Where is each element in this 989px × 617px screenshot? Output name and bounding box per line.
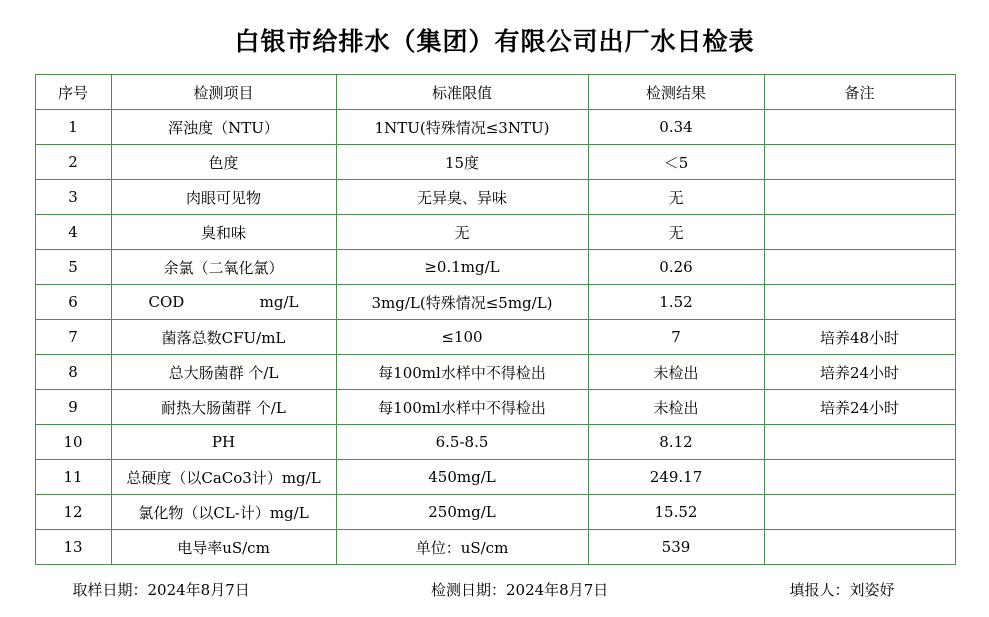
cell-index: 4	[35, 215, 111, 250]
table-header	[35, 75, 955, 110]
cell-limit: ≥0.1mg/L	[336, 250, 588, 285]
cell-result: 未检出	[588, 390, 764, 425]
cell-index: 5	[35, 250, 111, 285]
cell-item: PH	[111, 425, 336, 460]
table-row	[35, 145, 955, 180]
cell-index: 7	[35, 320, 111, 355]
table-row	[35, 530, 955, 565]
table-header-row	[35, 75, 955, 110]
cell-result: 无	[588, 180, 764, 215]
cell-result: 8.12	[588, 425, 764, 460]
header-cell-note: 备注	[764, 75, 955, 110]
cell-note	[764, 460, 955, 495]
cell-limit: 每100ml水样中不得检出	[336, 355, 588, 390]
cell-item: 总硬度（以CaCo3计）mg/L	[111, 460, 336, 495]
report-footer	[35, 565, 955, 600]
cell-item: 色度	[111, 145, 336, 180]
cell-item: 肉眼可见物	[111, 180, 336, 215]
testing-date: 检测日期：2024年8月7日	[430, 581, 609, 599]
cell-note	[764, 180, 955, 215]
cell-index: 12	[35, 495, 111, 530]
cell-item: 氯化物（以CL-计）mg/L	[111, 495, 336, 530]
cell-result: ＜5	[588, 145, 764, 180]
cell-index: 6	[35, 285, 111, 320]
cell-item	[111, 285, 336, 320]
table-row	[35, 250, 955, 285]
table-row	[35, 355, 955, 390]
header-cell-result: 检测结果	[588, 75, 764, 110]
cell-note	[764, 530, 955, 565]
table-row	[35, 425, 955, 460]
cell-note	[764, 215, 955, 250]
cell-note	[764, 145, 955, 180]
cell-limit: 每100ml水样中不得检出	[336, 390, 588, 425]
table-row	[35, 180, 955, 215]
reporter-name: 填报人：刘姿妤	[789, 581, 895, 599]
cell-limit: 3mg/L(特殊情况≤5mg/L)	[336, 285, 588, 320]
cell-index: 2	[35, 145, 111, 180]
cell-item: 总大肠菌群 个/L	[111, 355, 336, 390]
cell-result: 7	[588, 320, 764, 355]
cell-index: 3	[35, 180, 111, 215]
cell-limit: 6.5-8.5	[336, 425, 588, 460]
cell-note	[764, 110, 955, 145]
cell-note	[764, 250, 955, 285]
cell-note: 培养48小时	[764, 320, 955, 355]
cell-item: 余氯（二氧化氯）	[111, 250, 336, 285]
cell-result: 未检出	[588, 355, 764, 390]
table-body	[35, 110, 955, 565]
cell-result: 249.17	[588, 460, 764, 495]
cell-result: 0.26	[588, 250, 764, 285]
cell-limit: 15度	[336, 145, 588, 180]
table-row	[35, 285, 955, 320]
cell-note	[764, 495, 955, 530]
cell-limit: 1NTU(特殊情况≤3NTU)	[336, 110, 588, 145]
cell-index: 10	[35, 425, 111, 460]
cell-note: 培养24小时	[764, 390, 955, 425]
cell-item: 浑浊度（NTU）	[111, 110, 336, 145]
cell-limit: 250mg/L	[336, 495, 588, 530]
header-cell-index: 序号	[35, 75, 111, 110]
report-table-container	[35, 74, 955, 565]
page-title: 白银市给排水（集团）有限公司出厂水日检表	[234, 27, 755, 56]
cell-result: 无	[588, 215, 764, 250]
cell-index: 13	[35, 530, 111, 565]
cell-item: 臭和味	[111, 215, 336, 250]
cell-index: 1	[35, 110, 111, 145]
table-row	[35, 320, 955, 355]
cell-item: 菌落总数CFU/mL	[111, 320, 336, 355]
cell-note	[764, 425, 955, 460]
cell-limit: 单位：uS/cm	[336, 530, 588, 565]
cell-limit: 无	[336, 215, 588, 250]
cell-item: 电导率uS/cm	[111, 530, 336, 565]
water-quality-table	[35, 74, 956, 565]
cell-limit: 450mg/L	[336, 460, 588, 495]
cell-result: 15.52	[588, 495, 764, 530]
cell-item-label: COD	[148, 293, 185, 311]
cell-item-unit: mg/L	[259, 293, 299, 311]
table-row	[35, 110, 955, 145]
header-cell-item: 检测项目	[111, 75, 336, 110]
header-cell-limit: 标准限值	[336, 75, 588, 110]
cell-item: 耐热大肠菌群 个/L	[111, 390, 336, 425]
cell-result: 0.34	[588, 110, 764, 145]
cell-result: 1.52	[588, 285, 764, 320]
cell-note: 培养24小时	[764, 355, 955, 390]
table-row	[35, 215, 955, 250]
table-row	[35, 390, 955, 425]
table-row	[35, 460, 955, 495]
cell-index: 9	[35, 390, 111, 425]
cell-index: 11	[35, 460, 111, 495]
cell-limit: 无异臭、异味	[336, 180, 588, 215]
cell-index: 8	[35, 355, 111, 390]
sampling-date: 取样日期：2024年8月7日	[72, 581, 250, 599]
cell-note	[764, 285, 955, 320]
cell-result: 539	[588, 530, 764, 565]
cell-limit: ≤100	[336, 320, 588, 355]
table-row	[35, 495, 955, 530]
